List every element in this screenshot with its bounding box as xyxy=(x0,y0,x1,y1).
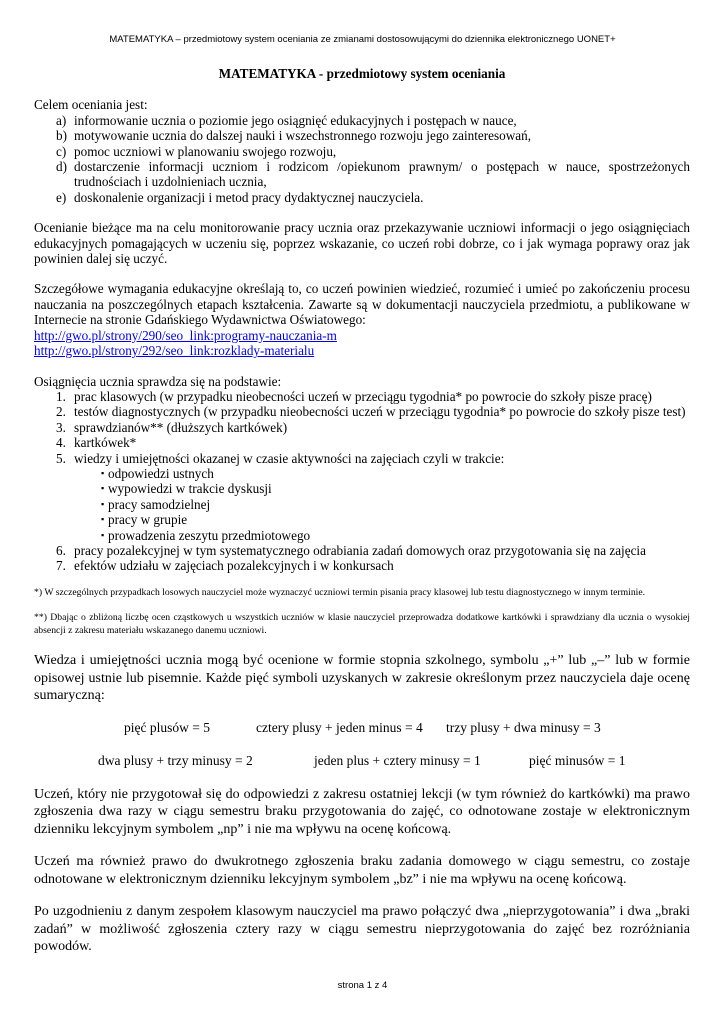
score-rule: trzy plusy + dwa minusy = 3 xyxy=(446,719,601,735)
page-number: strona 1 z 4 xyxy=(337,980,388,991)
footnote-double-asterisk: **) Dbając o zbliżoną liczbę ocen cząstkowych u wszystkich uczniów w klasie nauczyciel przeprowadza dodatkowe kartkówki i sprawdziany dla ucznia o wysokiej absencji z zakresu materiału wskazanego danemu uczniowi. xyxy=(34,612,690,636)
square-bullet-icon: ▪ xyxy=(101,498,105,509)
goals-intro: Celem oceniania jest: xyxy=(34,97,148,113)
list-item: 6. pracy pozalekcyjnej w tym systematycznego odrabiania zadań domowych oraz przygotowania się na zajęcia xyxy=(56,542,646,558)
list-item: 2. testów diagnostycznych (w przypadku nieobecności uczeń w przeciągu tygodnia* po powrocie do szkoły pisze test) xyxy=(56,404,686,420)
list-item: d) dostarczenie informacji uczniom i rodzicom /opiekunom prawnym/ o postępach w nauce, spostrzeżonych trudnościach i uzdolnieniach ucznia, xyxy=(56,159,690,190)
score-rule: cztery plusy + jeden minus = 4 xyxy=(256,719,423,735)
score-rule: pięć plusów = 5 xyxy=(124,719,210,735)
score-rule: dwa plusy + trzy minusy = 2 xyxy=(98,752,253,768)
paragraph-bz: Uczeń ma również prawo do dwukrotnego zgłoszenia braku zadania domowego w ciągu semestru, co zostaje odnotowane w elektronicznym dzienniku lekcyjnym symbolem „bz” i nie ma wpływu na ocenę końcową. xyxy=(34,854,690,887)
list-item: 5. wiedzy i umiejętności okazanej w czasie aktywności na zajęciach czyli w trakcie: xyxy=(56,450,505,466)
paragraph-symbols: Wiedza i umiejętności ucznia mogą być ocenione w formie stopnia szkolnego, symbolu „+” lub „–” lub w formie opisowej ustnie lub pisemnie. Każde pięć symboli uzyskanych w zakresie określonym przez nauczyciela daje ocenę sumaryczną: xyxy=(34,653,690,703)
sub-list-item: ▪ wypowiedzi w trakcie dyskusji xyxy=(101,481,272,497)
goals-list xyxy=(34,113,690,205)
list-item: c) pomoc uczniowi w planowaniu swojego rozwoju, xyxy=(56,143,337,159)
list-item: 1. prac klasowych (w przypadku nieobecności uczeń w przeciągu tygodnia* po powrocie do szkoły pisze pracę) xyxy=(56,388,652,404)
sub-list-item: ▪ prowadzenia zeszytu przedmiotowego xyxy=(101,527,311,543)
scores-row-2 xyxy=(34,753,690,771)
sub-list-item: ▪ pracy w grupie xyxy=(101,512,188,528)
footnote-single-asterisk: *) W szczególnych przypadkach losowych nauczyciel może wyznaczyć uczniowi termin pisania pracy klasowej lub testu diagnostycznego w innym terminie. xyxy=(34,586,646,598)
page-title: MATEMATYKA - przedmiotowy system oceniania xyxy=(218,66,506,81)
sub-list-item: ▪ pracy samodzielnej xyxy=(101,496,211,512)
list-item: b) motywowanie ucznia do dalszej nauki i wszechstronnego rozwoju jego zainteresowań, xyxy=(56,128,532,144)
paragraph-requirements: Szczegółowe wymagania edukacyjne określają to, co uczeń powinien wiedzieć, rozumieć i umieć po zakończeniu procesu nauczania na poszczególnych etapach kształcenia. Zawarte są w dokumentacji nauczyciela przedmiotu, a publikowane w Internecie na stronie Gdańskiego Wydawnictwa Oświatowego: xyxy=(34,281,690,328)
assessment-list xyxy=(34,389,690,574)
assessment-intro: Osiągnięcia ucznia sprawdza się na podstawie: xyxy=(34,373,282,389)
paragraph-team: Po uzgodnieniu z danym zespołem klasowym nauczyciel ma prawo połączyć dwa „nieprzygotowania” i dwa „braki zadań” w możliwość zgłoszenia cztery razy w ciągu semestru nieprzygotowania do zajęć bez rozróżniania powodów. xyxy=(34,904,690,954)
list-item: 3. sprawdzianów** (dłuższych kartkówek) xyxy=(56,419,288,435)
link-programy-nauczania[interactable]: http://gwo.pl/strony/290/seo_link:programy-nauczania-m xyxy=(34,327,337,343)
list-item: 4. kartkówek* xyxy=(56,435,137,451)
score-rule: pięć minusów = 1 xyxy=(529,752,626,768)
sub-list-item: ▪ odpowiedzi ustnych xyxy=(101,465,214,481)
score-rule: jeden plus + cztery minusy = 1 xyxy=(314,752,481,768)
page-header: MATEMATYKA – przedmiotowy system oceniania ze zmianami dostosowującymi do dziennika elektronicznego UONET+ xyxy=(109,34,616,45)
paragraph-np: Uczeń, który nie przygotował się do odpowiedzi z zakresu ostatniej lekcji (w tym również do kartkówki) ma prawo zgłoszenia dwa razy w ciągu semestru braku przygotowania do zajęć, co odnotowane zostaje w elektronicznym dzienniku lekcyjnym symbolem „np” i nie ma wpływu na ocenę końcową. xyxy=(34,786,690,837)
paragraph-current-assessment: Ocenianie bieżące ma na celu monitorowanie pracy ucznia oraz przekazywanie uczniowi informacji o jego osiągnięciach edukacyjnych pomagających w uczeniu się, poprzez wskazanie, co uczeń robi dobrze, co i jak wymaga poprawy oraz jak powinien dalej się uczyć. xyxy=(34,220,690,267)
list-item: e) doskonalenie organizacji i metod pracy dydaktycznej nauczyciela. xyxy=(56,189,424,205)
document-body xyxy=(34,66,690,956)
link-rozklady-materialu[interactable]: http://gwo.pl/strony/292/seo_link:rozklady-materialu xyxy=(34,343,315,359)
list-item: 7. efektów udziału w zajęciach pozalekcyjnych i w konkursach xyxy=(56,558,394,574)
square-bullet-icon: ▪ xyxy=(101,514,105,525)
square-bullet-icon: ▪ xyxy=(101,529,105,540)
square-bullet-icon: ▪ xyxy=(101,483,105,494)
square-bullet-icon: ▪ xyxy=(101,467,105,478)
list-item: a) informowanie ucznia o poziomie jego osiągnięć edukacyjnych i postępach w nauce, xyxy=(56,112,517,128)
scores-row-1 xyxy=(34,720,690,738)
